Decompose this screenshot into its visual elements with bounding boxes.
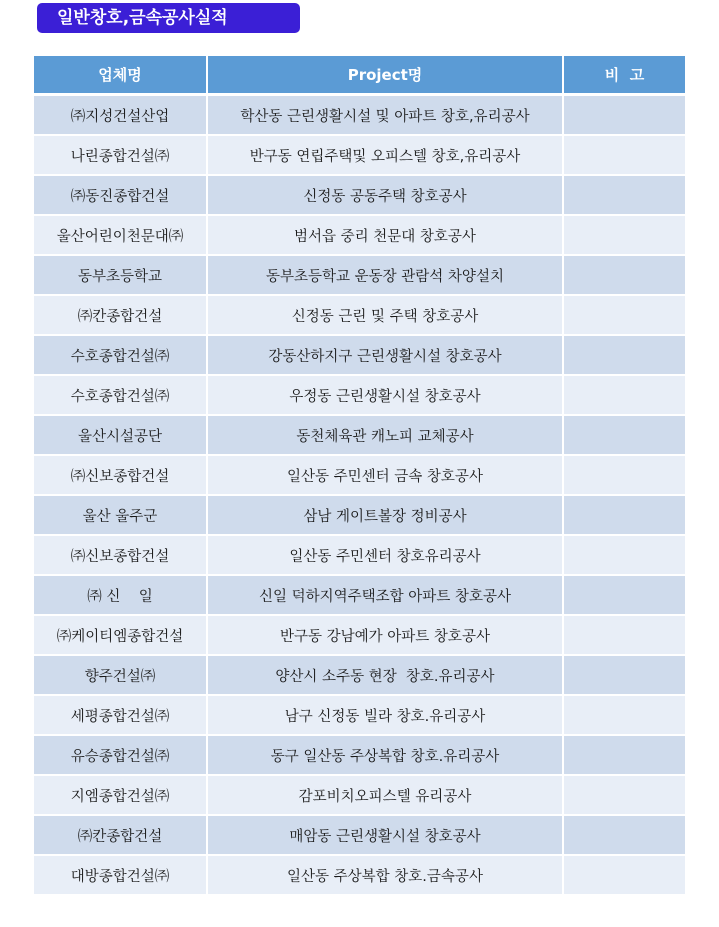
- table-row: [34, 815, 685, 855]
- note-cell: [563, 255, 685, 295]
- project-cell: 신정동 공동주택 창호공사: [207, 175, 563, 215]
- project-cell: 신일 덕하지역주택조합 아파트 창호공사: [207, 575, 563, 615]
- note-cell: [563, 295, 685, 335]
- table-row: [34, 135, 685, 175]
- note-cell: [563, 855, 685, 895]
- project-cell: 감포비치오피스텔 유리공사: [207, 775, 563, 815]
- project-cell: 신정동 근린 및 주택 창호공사: [207, 295, 563, 335]
- company-cell: 동부초등학교: [34, 255, 207, 295]
- project-cell: 강동산하지구 근린생활시설 창호공사: [207, 335, 563, 375]
- note-cell: [563, 335, 685, 375]
- table-header-row: [34, 56, 685, 95]
- header-note: 비 고: [563, 56, 685, 95]
- page-title: 일반창호,금속공사실적: [37, 3, 300, 33]
- company-cell: 수호종합건설㈜: [34, 335, 207, 375]
- note-cell: [563, 175, 685, 215]
- project-cell: 매암동 근린생활시설 창호공사: [207, 815, 563, 855]
- note-cell: [563, 495, 685, 535]
- project-cell: 남구 신정동 빌라 창호.유리공사: [207, 695, 563, 735]
- note-cell: [563, 535, 685, 575]
- company-cell: 지엠종합건설㈜: [34, 775, 207, 815]
- project-cell: 일산동 주상복합 창호.금속공사: [207, 855, 563, 895]
- project-cell: 삼남 게이트볼장 정비공사: [207, 495, 563, 535]
- header-project: Project명: [207, 56, 563, 95]
- project-cell: 동구 일산동 주상복합 창호.유리공사: [207, 735, 563, 775]
- company-cell: 대방종합건설㈜: [34, 855, 207, 895]
- table-row: [34, 215, 685, 255]
- table-row: [34, 655, 685, 695]
- table-row: [34, 255, 685, 295]
- company-cell: 유승종합건설㈜: [34, 735, 207, 775]
- table-row: [34, 535, 685, 575]
- company-cell: ㈜칸종합건설: [34, 815, 207, 855]
- note-cell: [563, 135, 685, 175]
- table-row: [34, 495, 685, 535]
- note-cell: [563, 815, 685, 855]
- project-cell: 우정동 근린생활시설 창호공사: [207, 375, 563, 415]
- table-row: [34, 575, 685, 615]
- company-cell: 향주건설㈜: [34, 655, 207, 695]
- table-row: [34, 455, 685, 495]
- company-cell: ㈜신보종합건설: [34, 535, 207, 575]
- company-cell: ㈜ 신 일: [34, 575, 207, 615]
- company-cell: 울산어린이천문대㈜: [34, 215, 207, 255]
- table-row: [34, 615, 685, 655]
- note-cell: [563, 655, 685, 695]
- table-row: [34, 415, 685, 455]
- note-cell: [563, 95, 685, 136]
- table-row: [34, 735, 685, 775]
- note-cell: [563, 695, 685, 735]
- table-row: [34, 335, 685, 375]
- header-company: 업체명: [34, 56, 207, 95]
- company-cell: 울산 울주군: [34, 495, 207, 535]
- project-cell: 동천체육관 캐노피 교체공사: [207, 415, 563, 455]
- table-row: [34, 95, 685, 136]
- company-cell: 세평종합건설㈜: [34, 695, 207, 735]
- company-cell: 울산시설공단: [34, 415, 207, 455]
- note-cell: [563, 575, 685, 615]
- project-cell: 양산시 소주동 현장 창호.유리공사: [207, 655, 563, 695]
- project-cell: 범서읍 중리 천문대 창호공사: [207, 215, 563, 255]
- company-cell: ㈜케이티엠종합건설: [34, 615, 207, 655]
- records-table: [34, 56, 685, 896]
- company-cell: 나린종합건설㈜: [34, 135, 207, 175]
- project-cell: 일산동 주민센터 창호유리공사: [207, 535, 563, 575]
- company-cell: ㈜신보종합건설: [34, 455, 207, 495]
- project-cell: 반구동 강남예가 아파트 창호공사: [207, 615, 563, 655]
- project-cell: 반구동 연립주택및 오피스텔 창호,유리공사: [207, 135, 563, 175]
- table-row: [34, 695, 685, 735]
- project-cell: 동부초등학교 운동장 관람석 차양설치: [207, 255, 563, 295]
- table-row: [34, 855, 685, 895]
- note-cell: [563, 775, 685, 815]
- note-cell: [563, 415, 685, 455]
- note-cell: [563, 215, 685, 255]
- note-cell: [563, 735, 685, 775]
- project-cell: 학산동 근린생활시설 및 아파트 창호,유리공사: [207, 95, 563, 136]
- table-row: [34, 295, 685, 335]
- company-cell: ㈜동진종합건설: [34, 175, 207, 215]
- company-cell: ㈜지성건설산업: [34, 95, 207, 136]
- note-cell: [563, 455, 685, 495]
- note-cell: [563, 375, 685, 415]
- table-row: [34, 175, 685, 215]
- table-body: [34, 95, 685, 896]
- company-cell: ㈜칸종합건설: [34, 295, 207, 335]
- table-row: [34, 375, 685, 415]
- table-row: [34, 775, 685, 815]
- note-cell: [563, 615, 685, 655]
- project-cell: 일산동 주민센터 금속 창호공사: [207, 455, 563, 495]
- company-cell: 수호종합건설㈜: [34, 375, 207, 415]
